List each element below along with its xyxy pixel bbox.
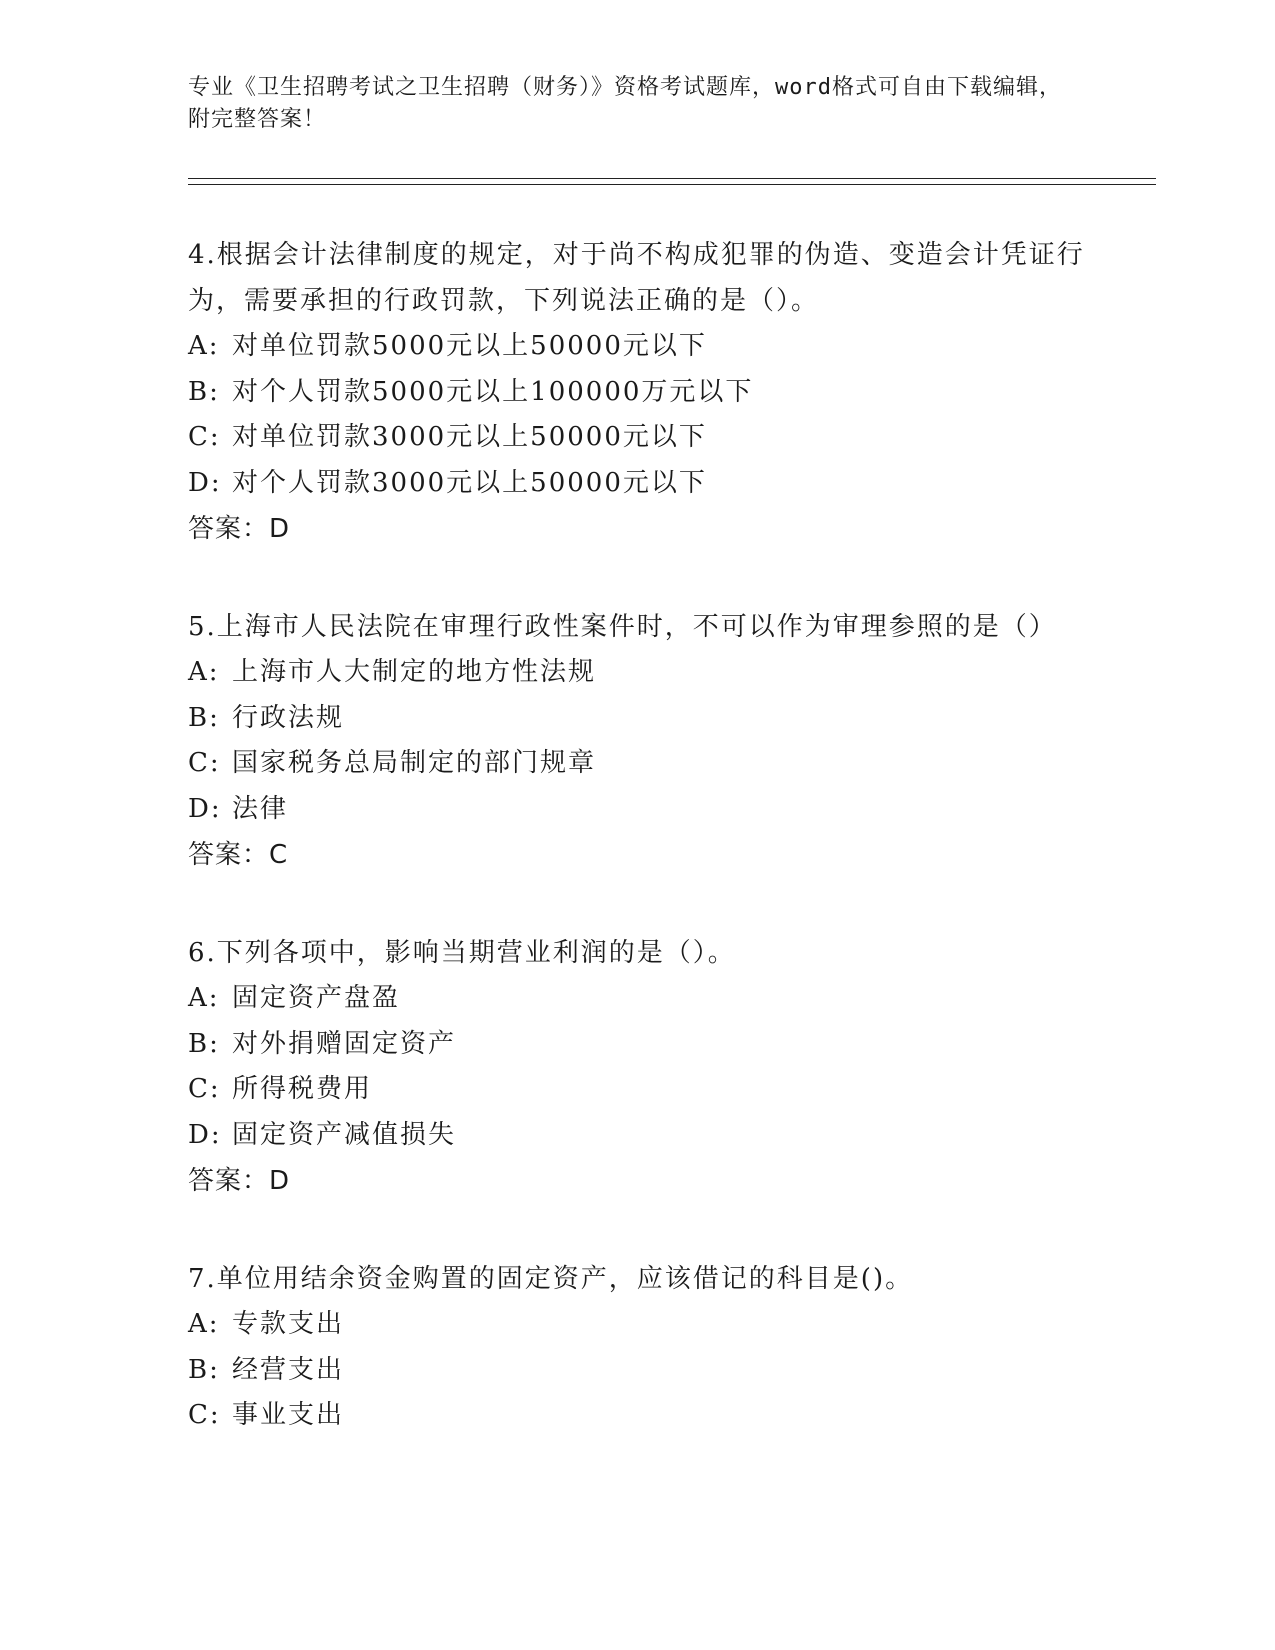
option-key: C: bbox=[188, 1400, 221, 1430]
option-key: D: bbox=[188, 467, 222, 498]
option-key: C: bbox=[188, 1074, 221, 1104]
option-key: B: bbox=[188, 376, 220, 407]
option-key: D: bbox=[188, 1119, 222, 1150]
option-text: 固定资产盘盈 bbox=[232, 983, 401, 1013]
option-key: C: bbox=[188, 422, 221, 452]
option-key: A: bbox=[188, 983, 220, 1013]
option-text: 事业支出 bbox=[232, 1400, 345, 1430]
option-text: 所得税费用 bbox=[232, 1074, 373, 1104]
option-a bbox=[188, 976, 1088, 1022]
document-intro-text: 专业《卫生招聘考试之卫生招聘（财务）》资格考试题库，word格式可自由下载编辑，附完整答案！ bbox=[188, 75, 1062, 132]
option-text: 上海市人大制定的地方性法规 bbox=[232, 657, 597, 687]
question-stem: 7.单位用结余资金购置的固定资产，应该借记的科目是()。 bbox=[188, 1264, 914, 1294]
option-key: B: bbox=[188, 1354, 220, 1385]
option-a bbox=[188, 1302, 1088, 1348]
answer-line: 答案：C bbox=[188, 840, 289, 870]
question-7 bbox=[188, 1256, 1088, 1439]
option-key: A: bbox=[188, 331, 220, 361]
option-text: 对单位罚款3000元以上50000元以下 bbox=[232, 422, 707, 452]
option-text: 专款支出 bbox=[232, 1309, 345, 1339]
question-stem: 4.根据会计法律制度的规定，对于尚不构成犯罪的伪造、变造会计凭证行为，需要承担的行政罚款，下列说法正确的是（）。 bbox=[188, 240, 1085, 316]
option-d bbox=[188, 787, 1088, 833]
header-divider-bottom bbox=[188, 184, 1156, 185]
option-text: 对单位罚款5000元以上50000元以下 bbox=[232, 331, 707, 361]
option-c bbox=[188, 415, 1088, 461]
option-key: A: bbox=[188, 1309, 220, 1339]
question-stem: 5.上海市人民法院在审理行政性案件时，不可以作为审理参照的是（） bbox=[188, 612, 1057, 642]
answer-line: 答案：D bbox=[188, 1166, 291, 1196]
option-text: 国家税务总局制定的部门规章 bbox=[232, 748, 597, 778]
option-d bbox=[188, 461, 1088, 507]
option-c bbox=[188, 741, 1088, 787]
option-b bbox=[188, 1022, 1088, 1068]
option-text: 法律 bbox=[232, 793, 289, 824]
option-text: 固定资产减值损失 bbox=[232, 1119, 457, 1150]
option-text: 行政法规 bbox=[232, 702, 345, 733]
question-list bbox=[188, 232, 1088, 1491]
option-key: A: bbox=[188, 657, 220, 687]
option-b bbox=[188, 696, 1088, 742]
option-d bbox=[188, 1113, 1088, 1159]
option-c bbox=[188, 1393, 1088, 1439]
option-a bbox=[188, 324, 1088, 370]
question-5 bbox=[188, 604, 1088, 878]
option-key: D: bbox=[188, 793, 222, 824]
answer-line: 答案：D bbox=[188, 514, 291, 544]
question-stem: 6.下列各项中，影响当期营业利润的是（）。 bbox=[188, 938, 736, 968]
option-b bbox=[188, 370, 1088, 416]
option-c bbox=[188, 1067, 1088, 1113]
header-divider-top bbox=[188, 178, 1156, 179]
option-a bbox=[188, 650, 1088, 696]
option-key: B: bbox=[188, 1028, 220, 1059]
option-key: C: bbox=[188, 748, 221, 778]
option-text: 对个人罚款5000元以上100000万元以下 bbox=[232, 376, 754, 407]
option-text: 经营支出 bbox=[232, 1354, 345, 1385]
question-4 bbox=[188, 232, 1088, 552]
question-6 bbox=[188, 930, 1088, 1204]
option-text: 对个人罚款3000元以上50000元以下 bbox=[232, 467, 707, 498]
option-text: 对外捐赠固定资产 bbox=[232, 1028, 457, 1059]
option-b bbox=[188, 1348, 1088, 1394]
option-key: B: bbox=[188, 702, 220, 733]
